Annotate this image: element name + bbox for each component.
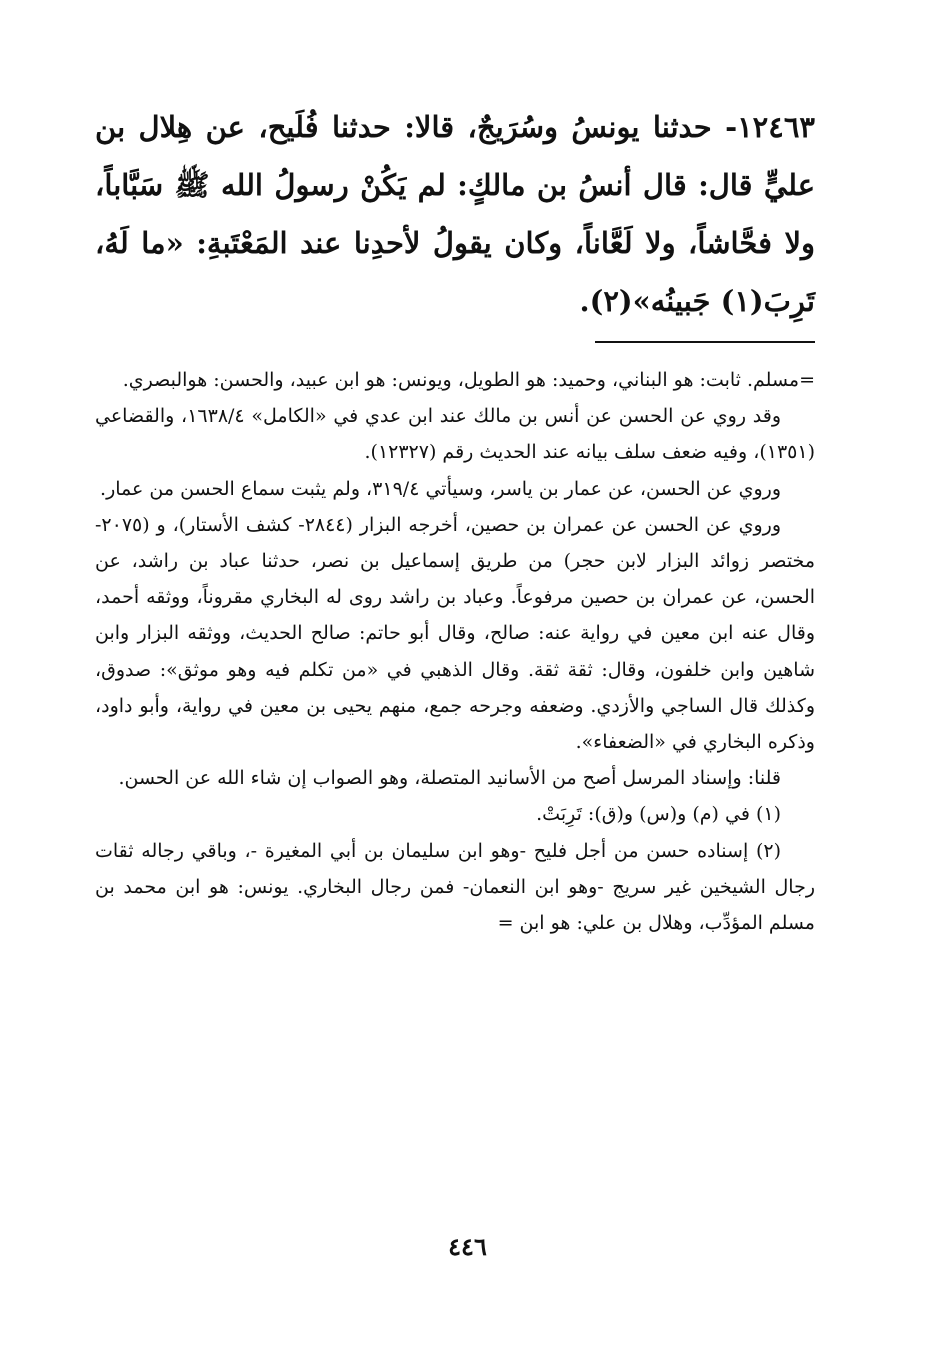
footnote-paragraph: وروي عن الحسن، عن عمار بن ياسر، وسيأتي ٣١٩/٤، ولم يثبت سماع الحسن من عمار. xyxy=(100,477,781,500)
hadith-text xyxy=(95,98,815,330)
footnote-continuation: =مسلم. ثابت: هو البناني، وحميد: هو الطويل، ويونس: هو ابن عبيد، والحسن: هوالبصري. xyxy=(122,369,815,391)
footnotes xyxy=(95,362,815,941)
footnote-2: (٢) إسناده حسن من أجل فليح -وهو ابن سليمان بن أبي المغيرة -، وباقي رجاله ثقات رجال الشيخين غير سريج -وهو ابن النعمان- فمن رجال البخاري. يونس: هو ابن محمد بن مسلم المؤدِّب، وهلال بن علي: هو ابن = xyxy=(95,839,815,935)
footnote-paragraph: وقد روي عن الحسن عن أنس بن مالك عند ابن عدي في «الكامل» ١٦٣٨/٤، والقضاعي (١٣٥١)، وفيه ضعف سلف بيانه عند الحديث رقم (١٢٣٢٧). xyxy=(95,405,815,464)
footnote-1: (١) في (م) و(س) و(ق): تَرِبَتْ. xyxy=(536,803,781,826)
page-number: ٤٤٦ xyxy=(448,1232,487,1261)
footnote-paragraph: وروي عن الحسن عن عمران بن حصين، أخرجه البزار (٢٨٤٤- كشف الأستار)، و (٢٠٧٥- مختصر زوائد البزار لابن حجر) من طريق إسماعيل بن نصر، حدثنا عباد بن راشد، عن الحسن، عن عمران بن حصين مرفوعاً. وعباد بن راشد روى له البخاري مقروناً، ووثقه أحمد، وقال عنه ابن معين في رواية عنه: صالح، وقال أبو حاتم: صالح الحديث، ووثقه البزار وابن شاهين وابن خلفون، وقال: ثقة ثقة. وقال الذهبي في «من تكلم فيه وهو موثق»: صدوق، وكذلك قال الساجي والأزدي. وضعفه وجرحه جمع، منهم يحيى بن معين في رواية، وأبو داود، وذكره البخاري في «الضعفاء». xyxy=(95,513,815,754)
footnote-separator xyxy=(595,341,815,343)
hadith-paragraph: ١٢٤٦٣- حدثنا يونسُ وسُرَيجٌ، قالا: حدثنا فُلَيح، عن هِلال بن عليٍّ قال: قال أنسُ بن مالكٍ: لم يَكُنْ رسولُ الله ﷺ سَبَّاباً، ولا فحَّاشاً، ولا لَعَّاناً، وكان يقولُ لأحدِنا عند المَعْتَبةِ: «ما لَهُ، تَرِبَ(١) جَبينُه»(٢). xyxy=(95,110,815,318)
footnote-paragraph: قلنا: وإسناد المرسل أصح من الأسانيد المتصلة، وهو الصواب إن شاء الله عن الحسن. xyxy=(118,767,781,790)
